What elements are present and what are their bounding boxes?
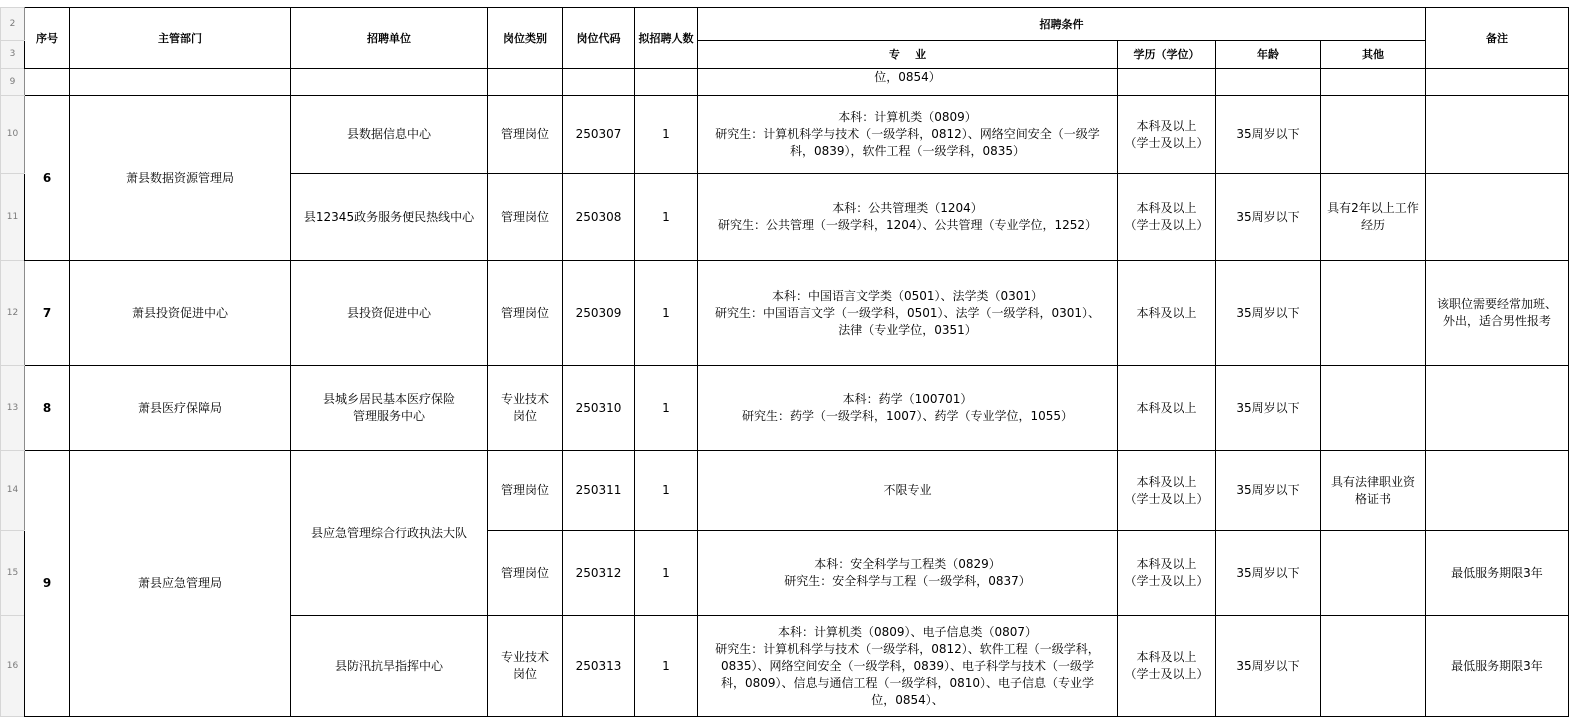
header-post-code[interactable] [563,8,635,69]
post-code-value: 250312 [575,565,622,580]
cell-age[interactable] [1216,261,1321,366]
major-line: 本科：中国语言文学类（0501）、法学类（0301） [771,288,1044,303]
cell-remarks[interactable] [1426,366,1569,451]
headcount-value: 1 [662,565,670,580]
other-line: 经历 [1360,218,1385,232]
education-line: （学士及以上） [1124,218,1209,232]
major-line: 研究生：安全科学与工程（一级学科，0837） [784,574,1031,588]
major-line: 不限专业 [883,483,932,497]
major-line: 本科：计算机类（0809）、电子信息类（0807） [777,624,1038,639]
cell-major[interactable] [698,531,1118,616]
cell-unit[interactable] [291,96,488,174]
cell-department[interactable] [70,69,291,96]
cell-education[interactable] [1118,451,1216,531]
row-number: 3 [9,49,16,59]
row-number: 13 [6,402,19,413]
post-type-line: 管理岗位 [500,565,549,580]
cell-post-type[interactable] [488,174,563,261]
cell-unit[interactable] [291,261,488,366]
cell-post-code[interactable] [563,616,635,717]
header-department[interactable] [70,8,291,69]
post-code-value: 250307 [575,127,622,141]
cell-major[interactable] [698,174,1118,261]
major-line: 位，0854）、 [871,692,944,707]
headcount-value: 1 [662,127,670,141]
cell-post-code[interactable] [563,96,635,174]
cell-post-type[interactable] [488,96,563,174]
cell-age[interactable] [1216,616,1321,717]
header-requirements-label: 招聘条件 [1039,17,1084,31]
post-type-line: 管理岗位 [500,305,549,320]
cell-unit[interactable] [291,366,488,451]
unit-line: 县12345政务服务便民热线中心 [303,209,475,224]
age-value: 35周岁以下 [1236,305,1300,320]
serial-value: 6 [42,170,52,185]
cell-age[interactable] [1216,366,1321,451]
cell-age[interactable] [1216,451,1321,531]
major-line: 研究生：计算机科学与技术（一级学科，0812）、网络空间安全（一级学 [715,127,1100,141]
headcount-value: 1 [662,658,670,673]
header-post-type[interactable] [488,8,563,69]
header-major[interactable] [698,41,1118,69]
major-line: 位，0854） [874,70,941,84]
education-line: （学士及以上） [1124,667,1209,681]
row-header-12[interactable] [1,261,25,366]
unit-line: 县城乡居民基本医疗保险 [322,392,455,406]
post-type-line: 管理岗位 [500,127,549,141]
header-post-type-label: 岗位类别 [503,31,547,45]
post-type-line: 管理岗位 [500,209,549,224]
cell-education[interactable] [1118,366,1216,451]
cell-post-code[interactable] [563,174,635,261]
cell-post-code[interactable] [563,261,635,366]
major-line: 研究生：中国语言文学（一级学科，0501）、法学（一级学科，0301）、 [714,305,1101,320]
major-line: 研究生：公共管理（一级学科，1204）、公共管理（专业学位，1252） [717,218,1098,232]
cell-headcount[interactable] [635,451,698,531]
header-age-label: 年龄 [1257,48,1279,61]
cell-major[interactable] [698,451,1118,531]
post-code-value: 250309 [575,305,622,320]
other-line: 具有2年以上工作 [1327,201,1419,215]
education-line: 本科及以上 [1136,201,1197,215]
row-header-3[interactable] [1,41,25,69]
remarks-line: 最低服务期限3年 [1451,658,1543,673]
cell-other[interactable] [1321,451,1426,531]
age-value: 35周岁以下 [1236,127,1300,141]
cell-major[interactable] [698,96,1118,174]
post-code-value: 250310 [575,400,622,415]
cell-other[interactable] [1321,96,1426,174]
post-type-line: 岗位 [512,409,537,423]
education-line: 本科及以上 [1136,650,1197,664]
header-age[interactable] [1216,41,1321,69]
major-line: 研究生：药学（一级学科，1007）、药学（专业学位，1055） [741,409,1074,423]
cell-unit[interactable] [291,616,488,717]
table-row [1,366,1569,451]
cell-other[interactable] [1321,174,1426,261]
post-code-value: 250313 [575,658,622,673]
unit-line: 县投资促进中心 [346,305,431,320]
cell-remarks[interactable] [1426,261,1569,366]
education-line: （学士及以上） [1124,574,1209,588]
department-value: 萧县数据资源管理局 [125,170,234,185]
post-type-line: 管理岗位 [500,483,549,497]
cell-age[interactable] [1216,96,1321,174]
cell-other[interactable] [1321,616,1426,717]
major-line: 本科：安全科学与工程类（0829） [814,557,1001,571]
age-value: 35周岁以下 [1236,483,1300,497]
cell-remarks[interactable] [1426,531,1569,616]
age-value: 35周岁以下 [1236,565,1300,580]
other-line: 格证书 [1354,491,1391,506]
row-header-16[interactable] [1,616,25,717]
header-remarks[interactable] [1426,8,1569,69]
headcount-value: 1 [662,305,670,320]
cell-remarks[interactable] [1426,96,1569,174]
education-line: 本科及以上 [1136,557,1197,571]
row-header-15[interactable] [1,531,25,616]
header-department-label: 主管部门 [158,31,202,45]
row-header-10[interactable] [1,96,25,174]
spreadsheet-grid [0,7,1569,717]
cell-education[interactable] [1118,531,1216,616]
cell-remarks[interactable] [1426,69,1569,96]
cell-age[interactable] [1216,69,1321,96]
department-value: 萧县应急管理局 [137,576,222,590]
post-type-line: 岗位 [512,667,537,681]
unit-line: 管理服务中心 [352,409,425,423]
row-number: 14 [6,485,19,495]
cell-other[interactable] [1321,261,1426,366]
major-line: 本科：公共管理类（1204） [832,201,983,215]
cell-major[interactable] [698,616,1118,717]
education-line: （学士及以上） [1124,135,1209,150]
unit-line: 县数据信息中心 [346,127,431,141]
header-education-label: 学历（学位） [1133,48,1200,61]
cell-education[interactable] [1118,616,1216,717]
cell-headcount[interactable] [635,616,698,717]
education-line: 本科及以上 [1136,118,1197,133]
cell-age[interactable] [1216,531,1321,616]
table-row [1,261,1569,366]
table-row [1,451,1569,531]
cell-major[interactable] [698,366,1118,451]
cell-serial[interactable] [25,96,70,261]
cell-post-code[interactable] [563,531,635,616]
cell-unit[interactable] [291,174,488,261]
table-row-partial [1,69,1569,96]
row-number: 16 [6,660,19,671]
cell-unit[interactable] [291,69,488,96]
department-value: 萧县医疗保障局 [137,400,222,415]
post-code-value: 250308 [575,209,622,224]
row-header-14[interactable] [1,451,25,531]
header-other[interactable] [1321,41,1426,69]
remarks-line: 最低服务期限3年 [1451,565,1543,580]
cell-education[interactable] [1118,261,1216,366]
cell-post-type[interactable] [488,451,563,531]
cell-other[interactable] [1321,366,1426,451]
cell-post-type[interactable] [488,366,563,451]
headcount-value: 1 [662,483,670,497]
cell-serial[interactable] [25,69,70,96]
age-value: 35周岁以下 [1236,658,1300,673]
major-line: 法律（专业学位，0351） [838,322,977,337]
row-header-9[interactable] [1,69,25,96]
cell-department[interactable] [70,261,291,366]
headcount-value: 1 [662,400,670,415]
cell-post-type[interactable] [488,531,563,616]
cell-serial[interactable] [25,451,70,717]
header-unit-label: 招聘单位 [367,31,411,45]
row-header-13[interactable] [1,366,25,451]
major-line: 科，0839），软件工程（一级学科，0835） [789,144,1026,158]
header-headcount[interactable] [635,8,698,69]
cell-education[interactable] [1118,174,1216,261]
other-line: 具有法律职业资 [1330,474,1415,489]
cell-department[interactable] [70,451,291,717]
major-line: 0835）、网络空间安全（一级学科，0839）、电子科学与技术（一级学 [720,658,1095,673]
cell-department[interactable] [70,96,291,261]
cell-serial[interactable] [25,261,70,366]
cell-headcount[interactable] [635,531,698,616]
row-number: 2 [9,18,16,29]
remarks-line: 该职位需要经常加班、 [1436,297,1557,311]
cell-age[interactable] [1216,174,1321,261]
cell-post-code[interactable] [563,366,635,451]
cell-headcount[interactable] [635,366,698,451]
cell-post-code[interactable] [563,451,635,531]
major-line: 本科：计算机类（0809） [838,110,977,124]
serial-value: 7 [42,305,52,320]
row-number: 11 [6,211,19,222]
cell-headcount[interactable] [635,96,698,174]
unit-line: 县应急管理综合行政执法大队 [310,525,467,540]
header-major-label: 专 业 [888,48,927,61]
remarks-line: 外出，适合男性报考 [1442,314,1551,328]
row-number: 10 [6,129,19,139]
serial-value: 9 [42,576,52,590]
cell-headcount[interactable] [635,69,698,96]
cell-education[interactable] [1118,69,1216,96]
major-line: 本科：药学（100701） [842,392,973,406]
row-number: 15 [6,567,19,578]
cell-major[interactable] [698,261,1118,366]
education-line: 本科及以上 [1136,305,1197,320]
cell-serial[interactable] [25,366,70,451]
cell-post-type[interactable] [488,261,563,366]
row-header-2[interactable] [1,8,25,41]
post-type-line: 专业技术 [500,392,549,406]
header-other-label: 其他 [1362,48,1384,61]
cell-remarks[interactable] [1426,616,1569,717]
age-value: 35周岁以下 [1236,400,1300,415]
header-remarks-label: 备注 [1486,31,1508,45]
education-line: （学士及以上） [1124,491,1209,506]
header-post-code-label: 岗位代码 [576,31,621,45]
header-serial-label: 序号 [36,31,58,45]
age-value: 35周岁以下 [1236,209,1300,224]
post-type-line: 专业技术 [500,650,549,664]
cell-other[interactable] [1321,69,1426,96]
cell-headcount[interactable] [635,174,698,261]
headcount-value: 1 [662,209,670,224]
cell-department[interactable] [70,366,291,451]
department-value: 萧县投资促进中心 [131,305,228,320]
education-line: 本科及以上 [1136,474,1197,489]
header-education[interactable] [1118,41,1216,69]
major-line: 研究生：计算机科学与技术（一级学科，0812）、软件工程（一级学科， [715,641,1100,656]
row-number: 12 [6,307,19,318]
cell-post-type[interactable] [488,616,563,717]
cell-major[interactable] [698,69,1118,96]
header-row-top [1,8,1569,41]
row-number: 9 [9,76,16,87]
unit-line: 县防汛抗旱指挥中心 [334,658,443,673]
row-header-11[interactable] [1,174,25,261]
cell-headcount[interactable] [635,261,698,366]
table-row [1,96,1569,174]
cell-remarks[interactable] [1426,451,1569,531]
cell-other[interactable] [1321,531,1426,616]
cell-education[interactable] [1118,96,1216,174]
header-requirements[interactable] [698,8,1426,41]
cell-post-type[interactable] [488,69,563,96]
header-serial[interactable] [25,8,70,69]
cell-remarks[interactable] [1426,174,1569,261]
major-line: 科，0809）、信息与通信工程（一级学科，0810）、电子信息（专业学 [720,675,1095,690]
post-code-value: 250311 [575,483,622,497]
header-headcount-label: 拟招聘人数 [638,31,694,45]
cell-unit[interactable] [291,451,488,616]
cell-post-code[interactable] [563,69,635,96]
education-line: 本科及以上 [1136,400,1197,415]
serial-value: 8 [42,400,52,415]
header-unit[interactable] [291,8,488,69]
